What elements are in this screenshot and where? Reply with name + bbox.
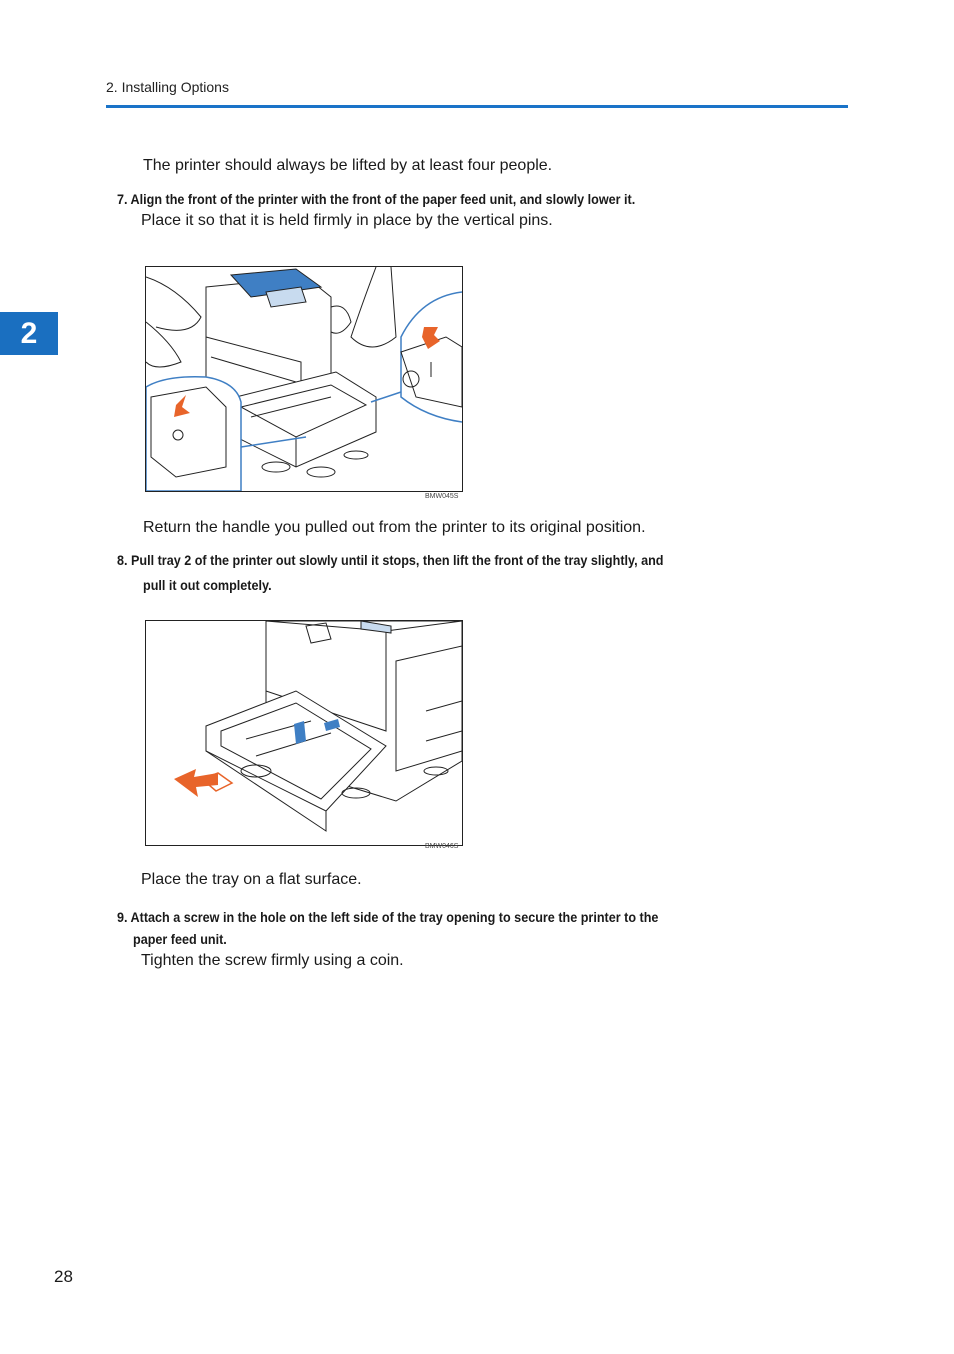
page-number: 28 xyxy=(54,1267,73,1286)
figure-2-id: BMW046S xyxy=(425,843,459,850)
step-8-body: Place the tray on a flat surface. xyxy=(141,871,362,888)
step-8-title-line2: pull it out completely. xyxy=(143,577,272,593)
figure-printer-lowering xyxy=(145,266,463,492)
step-9-title-line1: 9. Attach a screw in the hole on the left side of the tray opening to secure the printer to the xyxy=(117,909,659,925)
figure-1-id: BMW045S xyxy=(425,493,459,500)
guide-lever-icon xyxy=(294,721,306,744)
printer-lowering-illustration xyxy=(146,267,462,491)
tray-removal-illustration xyxy=(146,621,462,845)
note-handle: Return the handle you pulled out from the printer to its original position. xyxy=(143,519,646,536)
chapter-tab: 2 xyxy=(0,312,58,355)
arrow-left-icon xyxy=(174,769,218,797)
note-lift: The printer should always be lifted by at least four people. xyxy=(143,157,553,174)
step-9-title-line2: paper feed unit. xyxy=(133,931,227,947)
header-rule xyxy=(106,105,848,108)
step-7-title: 7. Align the front of the printer with the front of the paper feed unit, and slowly lower it. xyxy=(117,191,636,207)
step-9-body: Tighten the screw firmly using a coin. xyxy=(141,952,404,969)
running-header: 2. Installing Options xyxy=(106,79,229,95)
figure-tray-removal xyxy=(145,620,463,846)
step-8-title-line1: 8. Pull tray 2 of the printer out slowly until it stops, then lift the front of the tray slightly, and xyxy=(117,552,664,568)
step-7-body: Place it so that it is held firmly in place by the vertical pins. xyxy=(141,212,553,229)
